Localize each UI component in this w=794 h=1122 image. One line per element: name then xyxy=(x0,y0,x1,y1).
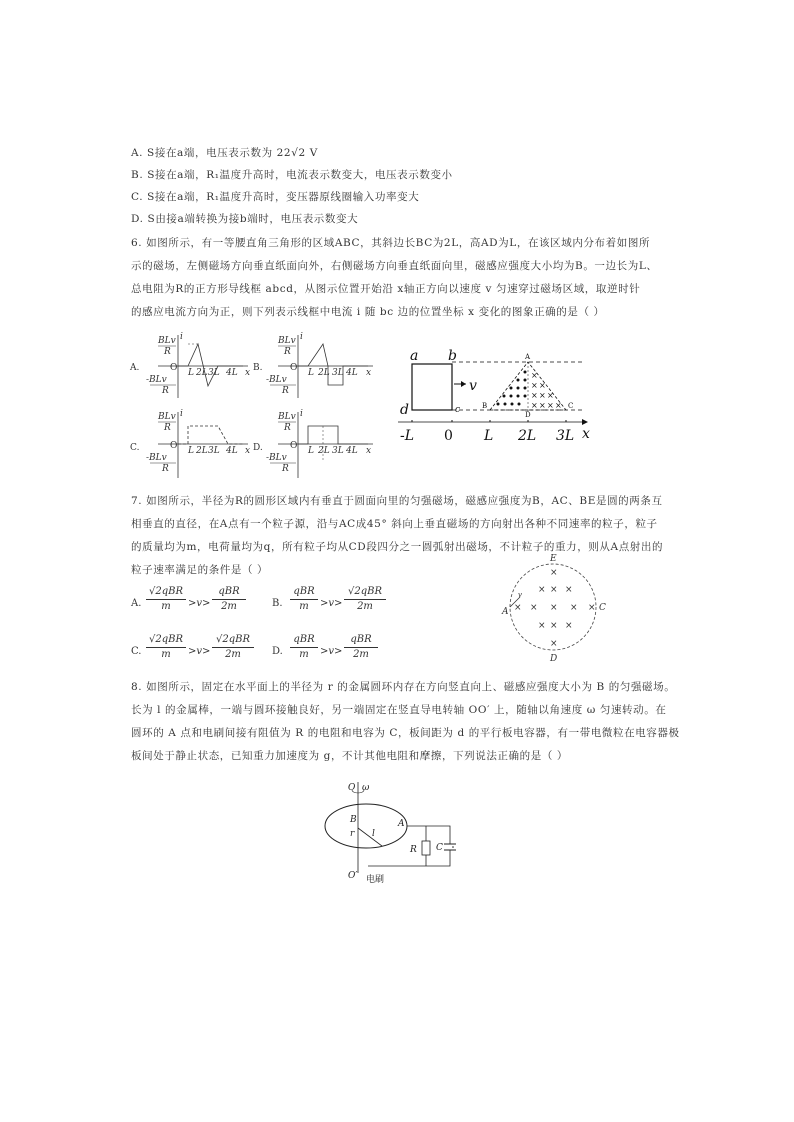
q7-stem-line-1: 7. 如图所示，半径为R的圆形区域内有垂直于圆面向里的匀强磁场，磁感应强度为B，AC、BE是圆的两条互 xyxy=(131,495,663,507)
q6-option-b-letter: B. xyxy=(253,363,263,373)
fig6-vertex-a: A xyxy=(525,353,531,361)
graph-a-origin: O xyxy=(170,363,178,373)
svg-text:×: × xyxy=(588,603,596,613)
fig8-label-capacitor: C xyxy=(436,843,443,853)
svg-text:×: × xyxy=(514,603,522,613)
graph-b-r: R xyxy=(284,347,291,357)
svg-text:×: × xyxy=(539,391,546,400)
graph-c-blv: BLv xyxy=(158,412,176,422)
q7-c-ineq: >v> xyxy=(188,646,211,657)
graph-b-3l: 3L xyxy=(332,368,344,378)
fig6-tick-neg-l: -L xyxy=(400,428,415,444)
q6-stem-line-3: 总电阻为R的正方形导线框 abcd，从图示位置开始沿 x轴正方向以速度 v 匀速穿过磁场区域，取逆时针 xyxy=(131,283,641,295)
svg-text:×: × xyxy=(531,371,538,380)
q8-stem-line-4: 板间处于静止状态，已知重力加速度为 g，不计其他电阻和摩擦，下列说法正确的是（ ） xyxy=(131,750,568,762)
svg-text:×: × xyxy=(570,603,578,613)
fig6-tick-2l: 2L xyxy=(518,428,537,444)
graph-b-x: x xyxy=(366,368,372,378)
q7-d-ineq: >v> xyxy=(320,646,343,657)
graph-c-2l: 2L xyxy=(196,446,208,456)
graph-b-blv: BLv xyxy=(278,336,296,346)
graph-b-i-label: i xyxy=(300,332,303,342)
fig7-label-c: C xyxy=(599,603,606,613)
svg-text:×: × xyxy=(531,381,538,390)
graph-b-l: L xyxy=(308,368,314,378)
graph-c-3l: 3L xyxy=(208,446,220,456)
svg-text:×: × xyxy=(531,391,538,400)
q7-stem-line-3: 的质量均为m，电荷量均为q，所有粒子均从CD段四分之一圆弧射出磁场，不计粒子的重力，则从A点射出的 xyxy=(131,541,664,553)
svg-text:×: × xyxy=(547,401,554,410)
fig6-vertex-b: B xyxy=(482,402,488,410)
graph-c-r: R xyxy=(164,423,171,433)
graph-b-origin: O xyxy=(290,363,298,373)
q8-stem-line-2: 长为 l 的金属棒，一端与圆环接触良好，另一端固定在竖直导电转轴 OO′ 上，随轴以角速度 ω 匀速转动。在 xyxy=(131,704,667,716)
graph-c-neg-blv: -BLv xyxy=(146,453,167,463)
graph-d-x: x xyxy=(366,446,372,456)
q7-stem-line-4: 粒子速率满足的条件是（ ） xyxy=(131,564,269,576)
fig6-label-a: a xyxy=(410,348,419,364)
q6-option-graphs xyxy=(128,330,398,480)
q7-stem-line-2: 相垂直的直径，在A点有一个粒子源，沿与AC成45° 斜向上垂直磁场的方向射出各种不同速率的粒子，粒子 xyxy=(131,518,658,530)
graph-a-x: x xyxy=(245,368,251,378)
svg-text:×: × xyxy=(550,621,558,631)
q7-a-right-frac: qBR 2m xyxy=(212,585,246,614)
q6-stem-line-4: 的感应电流方向为正，则下列表示线框中电流 i 随 bc 边的位置坐标 x 变化的图象正确的是（ ） xyxy=(131,306,605,318)
graph-a-i-label: i xyxy=(180,332,183,342)
fig6-tick-0: 0 xyxy=(444,428,453,444)
graph-d-l: L xyxy=(308,446,314,456)
svg-text:×: × xyxy=(555,401,562,410)
fig8-label-b: B xyxy=(350,815,357,825)
q6-stem-line-2: 示的磁场，左侧磁场方向垂直纸面向外，右侧磁场方向垂直纸面向里，磁感应强度大小均为B。一边长为L、 xyxy=(131,260,658,272)
svg-text:×: × xyxy=(530,603,538,613)
svg-text:×: × xyxy=(565,585,573,595)
fig8-label-l: l xyxy=(372,829,375,839)
fig6-velocity: v xyxy=(469,378,477,394)
q8-stem-line-1: 8. 如图所示，固定在水平面上的半径为 r 的金属圆环内存在方向竖直向上、磁感应强度大小为 B 的匀强磁场。 xyxy=(131,681,676,693)
graph-d-4l: 4L xyxy=(346,446,358,456)
q5-option-d: D. S由接a端转换为接b端时，电压表示数变大 xyxy=(131,213,359,225)
fig8-label-resistor: R xyxy=(410,845,417,855)
fig6-axis-x: x xyxy=(582,426,590,442)
fig7-label-d: D xyxy=(550,654,558,664)
q7-b-ineq: >v> xyxy=(320,598,343,609)
q7-d-right-frac: qBR 2m xyxy=(344,633,378,662)
svg-text:×: × xyxy=(565,621,573,631)
fig6-tick-3l: 3L xyxy=(556,428,575,444)
q7-b-right-frac: √2qBR 2m xyxy=(344,585,386,614)
graph-d-r: R xyxy=(284,423,291,433)
q7-d-left-frac: qBR m xyxy=(290,633,318,662)
graph-d-origin: O xyxy=(290,441,298,451)
q6-option-c-letter: C. xyxy=(130,443,140,453)
graph-a-r: R xyxy=(164,347,171,357)
graph-d-2l: 2L xyxy=(318,446,330,456)
svg-text:×: × xyxy=(550,603,558,613)
fig8-omega: ω xyxy=(362,783,370,793)
graph-a-r2: R xyxy=(162,386,169,396)
q7-a-ineq: >v> xyxy=(188,598,211,609)
q8-figure xyxy=(320,778,470,884)
q6-option-a-letter: A. xyxy=(130,363,140,373)
graph-c-r2: R xyxy=(162,464,169,474)
svg-text:×: × xyxy=(550,568,558,578)
graph-c-l: L xyxy=(188,446,194,456)
svg-text:×: × xyxy=(538,621,546,631)
fig8-label-o: O xyxy=(348,783,356,793)
q7-c-left-frac: √2qBR m xyxy=(146,633,186,662)
graph-c-x: x xyxy=(245,446,251,456)
svg-text:×: × xyxy=(550,639,558,649)
graph-c-i-label: i xyxy=(180,409,183,419)
graph-b-r2: R xyxy=(282,386,289,396)
graph-b-4l: 4L xyxy=(346,368,358,378)
graph-c-4l: 4L xyxy=(226,446,238,456)
fig6-label-c: c xyxy=(455,405,461,415)
q5-option-a: A. S接在a端，电压表示数为 22√2 V xyxy=(131,147,318,159)
q6-figure xyxy=(398,342,598,448)
q7-option-a-letter: A. xyxy=(131,598,142,609)
graph-a-3l: 3L xyxy=(208,368,220,378)
q8-stem-line-3: 圆环的 A 点和电刷间接有阻值为 R 的电阻和电容为 C，板间距为 d 的平行板电容器，有一带电微粒在电容器极 xyxy=(131,727,680,739)
graph-d-r2: R xyxy=(282,464,289,474)
fig8-label-r: r xyxy=(350,829,355,839)
q5-option-c: C. S接在a端，R₁温度升高时，变压器原线圈输入功率变大 xyxy=(131,191,420,203)
q7-option-d-letter: D. xyxy=(272,646,283,657)
svg-text:×: × xyxy=(547,391,554,400)
svg-text:×: × xyxy=(538,585,546,595)
graph-a-l: L xyxy=(188,368,194,378)
q7-a-left-frac: √2qBR m xyxy=(146,585,186,614)
svg-text:×: × xyxy=(539,401,546,410)
graph-b-2l: 2L xyxy=(318,368,330,378)
svg-text:×: × xyxy=(531,401,538,410)
fig8-label-o-prime: O′ xyxy=(348,871,358,881)
fig6-vertex-c: C xyxy=(568,402,574,410)
fig6-vertex-d: D xyxy=(525,411,531,419)
q7-c-right-frac: √2qBR 2m xyxy=(212,633,254,662)
graph-d-i-label: i xyxy=(300,409,303,419)
fig7-label-e: E xyxy=(550,554,557,564)
graph-d-neg-blv: -BLv xyxy=(266,453,287,463)
q7-figure xyxy=(500,552,612,664)
graph-a-4l: 4L xyxy=(226,368,238,378)
graph-a-blv: BLv xyxy=(158,336,176,346)
graph-c-origin: O xyxy=(170,441,178,451)
fig8-label-brush: 电刷 xyxy=(366,875,385,884)
fig7-label-a: A xyxy=(502,607,509,617)
graph-a-neg-blv: -BLv xyxy=(146,375,167,385)
graph-d-blv: BLv xyxy=(278,412,296,422)
fig8-label-a: A xyxy=(398,819,405,829)
graph-d-3l: 3L xyxy=(332,446,344,456)
fig6-tick-l: L xyxy=(484,428,494,444)
q7-option-c-letter: C. xyxy=(131,646,142,657)
q7-option-b-letter: B. xyxy=(272,598,283,609)
svg-text:×: × xyxy=(539,381,546,390)
graph-a-2l: 2L xyxy=(196,368,208,378)
q5-option-b: B. S接在a端，R₁温度升高时，电流表示数变大，电压表示数变小 xyxy=(131,169,453,181)
q6-option-d-letter: D. xyxy=(253,443,263,453)
graph-b-neg-blv: -BLv xyxy=(266,375,287,385)
fig6-label-b: b xyxy=(448,348,457,364)
q7-b-left-frac: qBR m xyxy=(290,585,318,614)
fig6-label-d: d xyxy=(400,402,409,418)
q6-stem-line-1: 6. 如图所示，有一等腰直角三角形的区域ABC，其斜边长BC为2L，高AD为L，在该区域内分布着如图所 xyxy=(131,237,651,249)
svg-text:×: × xyxy=(550,585,558,595)
fig7-velocity: v xyxy=(518,591,522,599)
